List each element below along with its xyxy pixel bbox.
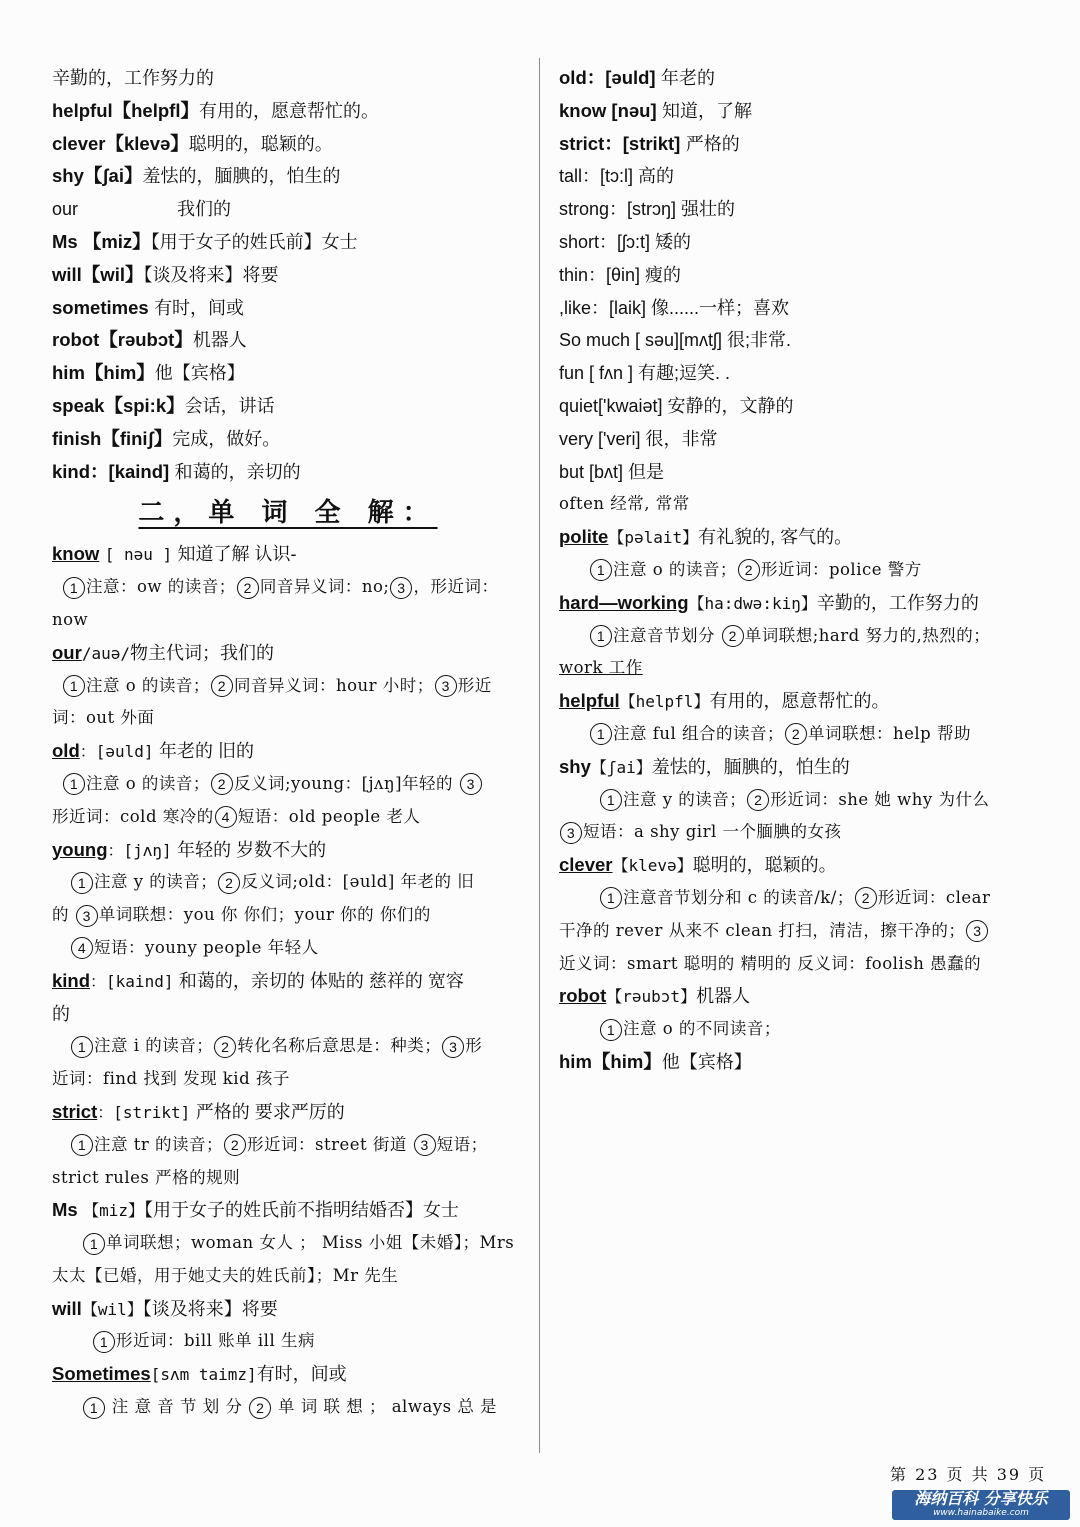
line-text: quiet['kwaiət] 安静的，文静的 [559,395,794,416]
vocab-line: know [nəu] 知道，了解 [559,99,753,121]
vocab-line: kind：[kaind] 和蔼的，亲切的 [52,460,301,482]
note-line: 1 单词联想；woman 女人 ； Miss 小姐【未婚】；Mrs [52,1227,524,1260]
note-line: 1 注意 tr 的读音； 2 形近词：street 街道 3 短语； [52,1129,524,1162]
vocab-line: clever【klevə】聪明的，聪颖的。 [52,132,333,154]
note-line: 的 3 单词联想：you 你 你们；your 你的 你们的 [52,899,524,932]
note-line: 1 形近词：bill 账单 ill 生病 [52,1325,524,1358]
entry-hard-working: hard—working【ha:dwə:kiŋ】辛勤的，工作努力的 [559,591,979,613]
vocab-line: Ms 【miz】【用于女子的姓氏前】女士 [52,230,358,252]
entry-clever: clever【klevə】聪明的，聪颖的。 [559,854,837,876]
note-line: 干净的 rever 从来不 clean 打扫，清洁，擦干净的； 3 [559,915,1037,948]
note-line: 1 注意音节划分 2 单词联想;hard 努力的,热烈的； [559,620,1037,653]
line-text: often 经常, 常常 [559,494,690,514]
vocab-line: speak【spi:k】会话，讲话 [52,394,275,416]
note-line: 1 注意 y 的读音； 2 反义词;old：[əuld] 年老的 旧 [52,866,524,899]
line-text: ,like：[laik] 像......一样；喜欢 [559,297,790,318]
line-text: tall：[tɔ:l] 高的 [559,166,675,187]
line-text: So much [ səu][mʌtʃ] 很;非常. [559,330,792,351]
entry-kind: kind：[kaind] 和蔼的，亲切的 体贴的 慈祥的 宽容 [52,969,464,991]
note-line: 3 短语：a shy girl 一个腼腆的女孩 [559,816,1037,849]
note-line: 1 注意：ow 的读音； 2 同音异义词：no; 3 ，形近词： [52,571,524,604]
vocab-line: will【wil】【谈及将来】将要 [52,263,279,285]
note-line: 4 短语：youny people 年轻人 [52,932,524,965]
note-line: 太太【已婚，用于她丈夫的姓氏前】；Mr 先生 [52,1265,399,1285]
watermark-logo: 海纳百科 分享快乐 www.hainabaike.com [892,1490,1070,1520]
note-line: 1 注意音节划分和 c 的读音/k/； 2 形近词：clear [559,882,1037,915]
vocab-line: him【him】他【宾格】 [52,362,245,384]
line-text: 辛勤的，工作努力的 [52,68,214,88]
note-line: strict rules 严格的规则 [52,1167,241,1187]
page-number: 第 23 页 共 39 页 [890,1465,1047,1484]
right-column [559,62,1037,1079]
section-heading: 二，单 词 全 解： [138,498,438,529]
vocab-line: robot【rəubɔt】机器人 [52,329,247,351]
entry-polite: polite【pəlait】有礼貌的, 客气的。 [559,526,853,548]
note-line: 1 注 意 音 节 划 分 2 单 词 联 想 ； always 总 是 [52,1391,524,1424]
note-line: 1 注意 ful 组合的读音； 2 单词联想：help 帮助 [559,718,1037,751]
entry-know: know [ nəu ] 知道了解 认识- [52,543,297,565]
line-text: strong：[strɔŋ] 强壮的 [559,199,736,220]
entry-him: him【him】他【宾格】 [559,1050,752,1072]
vocab-line: strict：[strikt] 严格的 [559,132,740,154]
line-text: very ['veri] 很，非常 [559,428,718,449]
vocab-line: shy【ʃai】羞怯的，腼腆的，怕生的 [52,165,341,187]
vocab-line: sometimes 有时，间或 [52,296,245,318]
line-text: but [bʌt] 但是 [559,461,665,482]
note-line: 1 注意 o 的读音； 2 反义词;young：[jʌŋ]年轻的 3 [52,768,524,801]
note-line: 1 注意 i 的读音； 2 转化名称后意思是：种类； 3 形 [52,1030,524,1063]
line-text: fun [ fʌn ] 有趣;逗笑. . [559,363,731,384]
entry-strict: strict：[strikt] 严格的 要求严厉的 [52,1100,345,1122]
entry-old: old：[əuld] 年老的 旧的 [52,740,254,762]
line-text: thin：[θin] 瘦的 [559,264,682,285]
note-line: now [52,609,89,629]
entry-will: will【wil】【谈及将来】将要 [52,1297,278,1319]
note-line: 形近词：cold 寒冷的 4 短语：old people 老人 [52,801,524,834]
entry-our: our/auə/物主代词；我们的 [52,641,274,663]
note-line: work 工作 [559,658,643,678]
vocab-line: finish【finiʃ】完成，做好。 [52,427,281,449]
column-divider [539,58,540,1453]
note-line: 1 注意 o 的不同读音； [559,1013,1037,1046]
note-line: 近词：find 找到 发现 kid 孩子 [52,1069,290,1089]
vocab-line: helpful【helpfl】有用的，愿意帮忙的。 [52,99,379,121]
entry-robot: robot【rəubɔt】机器人 [559,985,751,1007]
note-line: 1 注意 o 的读音； 2 同音异义词：hour 小时； 3 形近 [52,670,524,703]
line-text: 的 [52,1003,70,1024]
line-text: short：[ʃɔ:t] 矮的 [559,231,692,252]
vocab-line: old：[əuld] 年老的 [559,67,715,88]
entry-ms: Ms 【miz】【用于女子的姓氏前不指明结婚否】女士 [52,1199,460,1221]
entry-sometimes: Sometimes[sʌm taimz]有时，间或 [52,1363,347,1385]
vocab-line: our 我们的 [52,199,231,220]
left-column [52,62,524,1424]
note-line: 近义词：smart 聪明的 精明的 反义词：foolish 愚蠢的 [559,953,982,973]
entry-young: young：[jʌŋ] 年轻的 岁数不大的 [52,838,327,860]
note-line: 1 注意 o 的读音； 2 形近词：police 警方 [559,554,1037,587]
note-line: 1 注意 y 的读音； 2 形近词：she 她 why 为什么 [559,784,1037,817]
entry-shy: shy【ʃai】羞怯的，腼腆的，怕生的 [559,755,850,777]
entry-helpful: helpful【helpfl】有用的，愿意帮忙的。 [559,690,890,712]
note-line: 词：out 外面 [52,708,155,728]
